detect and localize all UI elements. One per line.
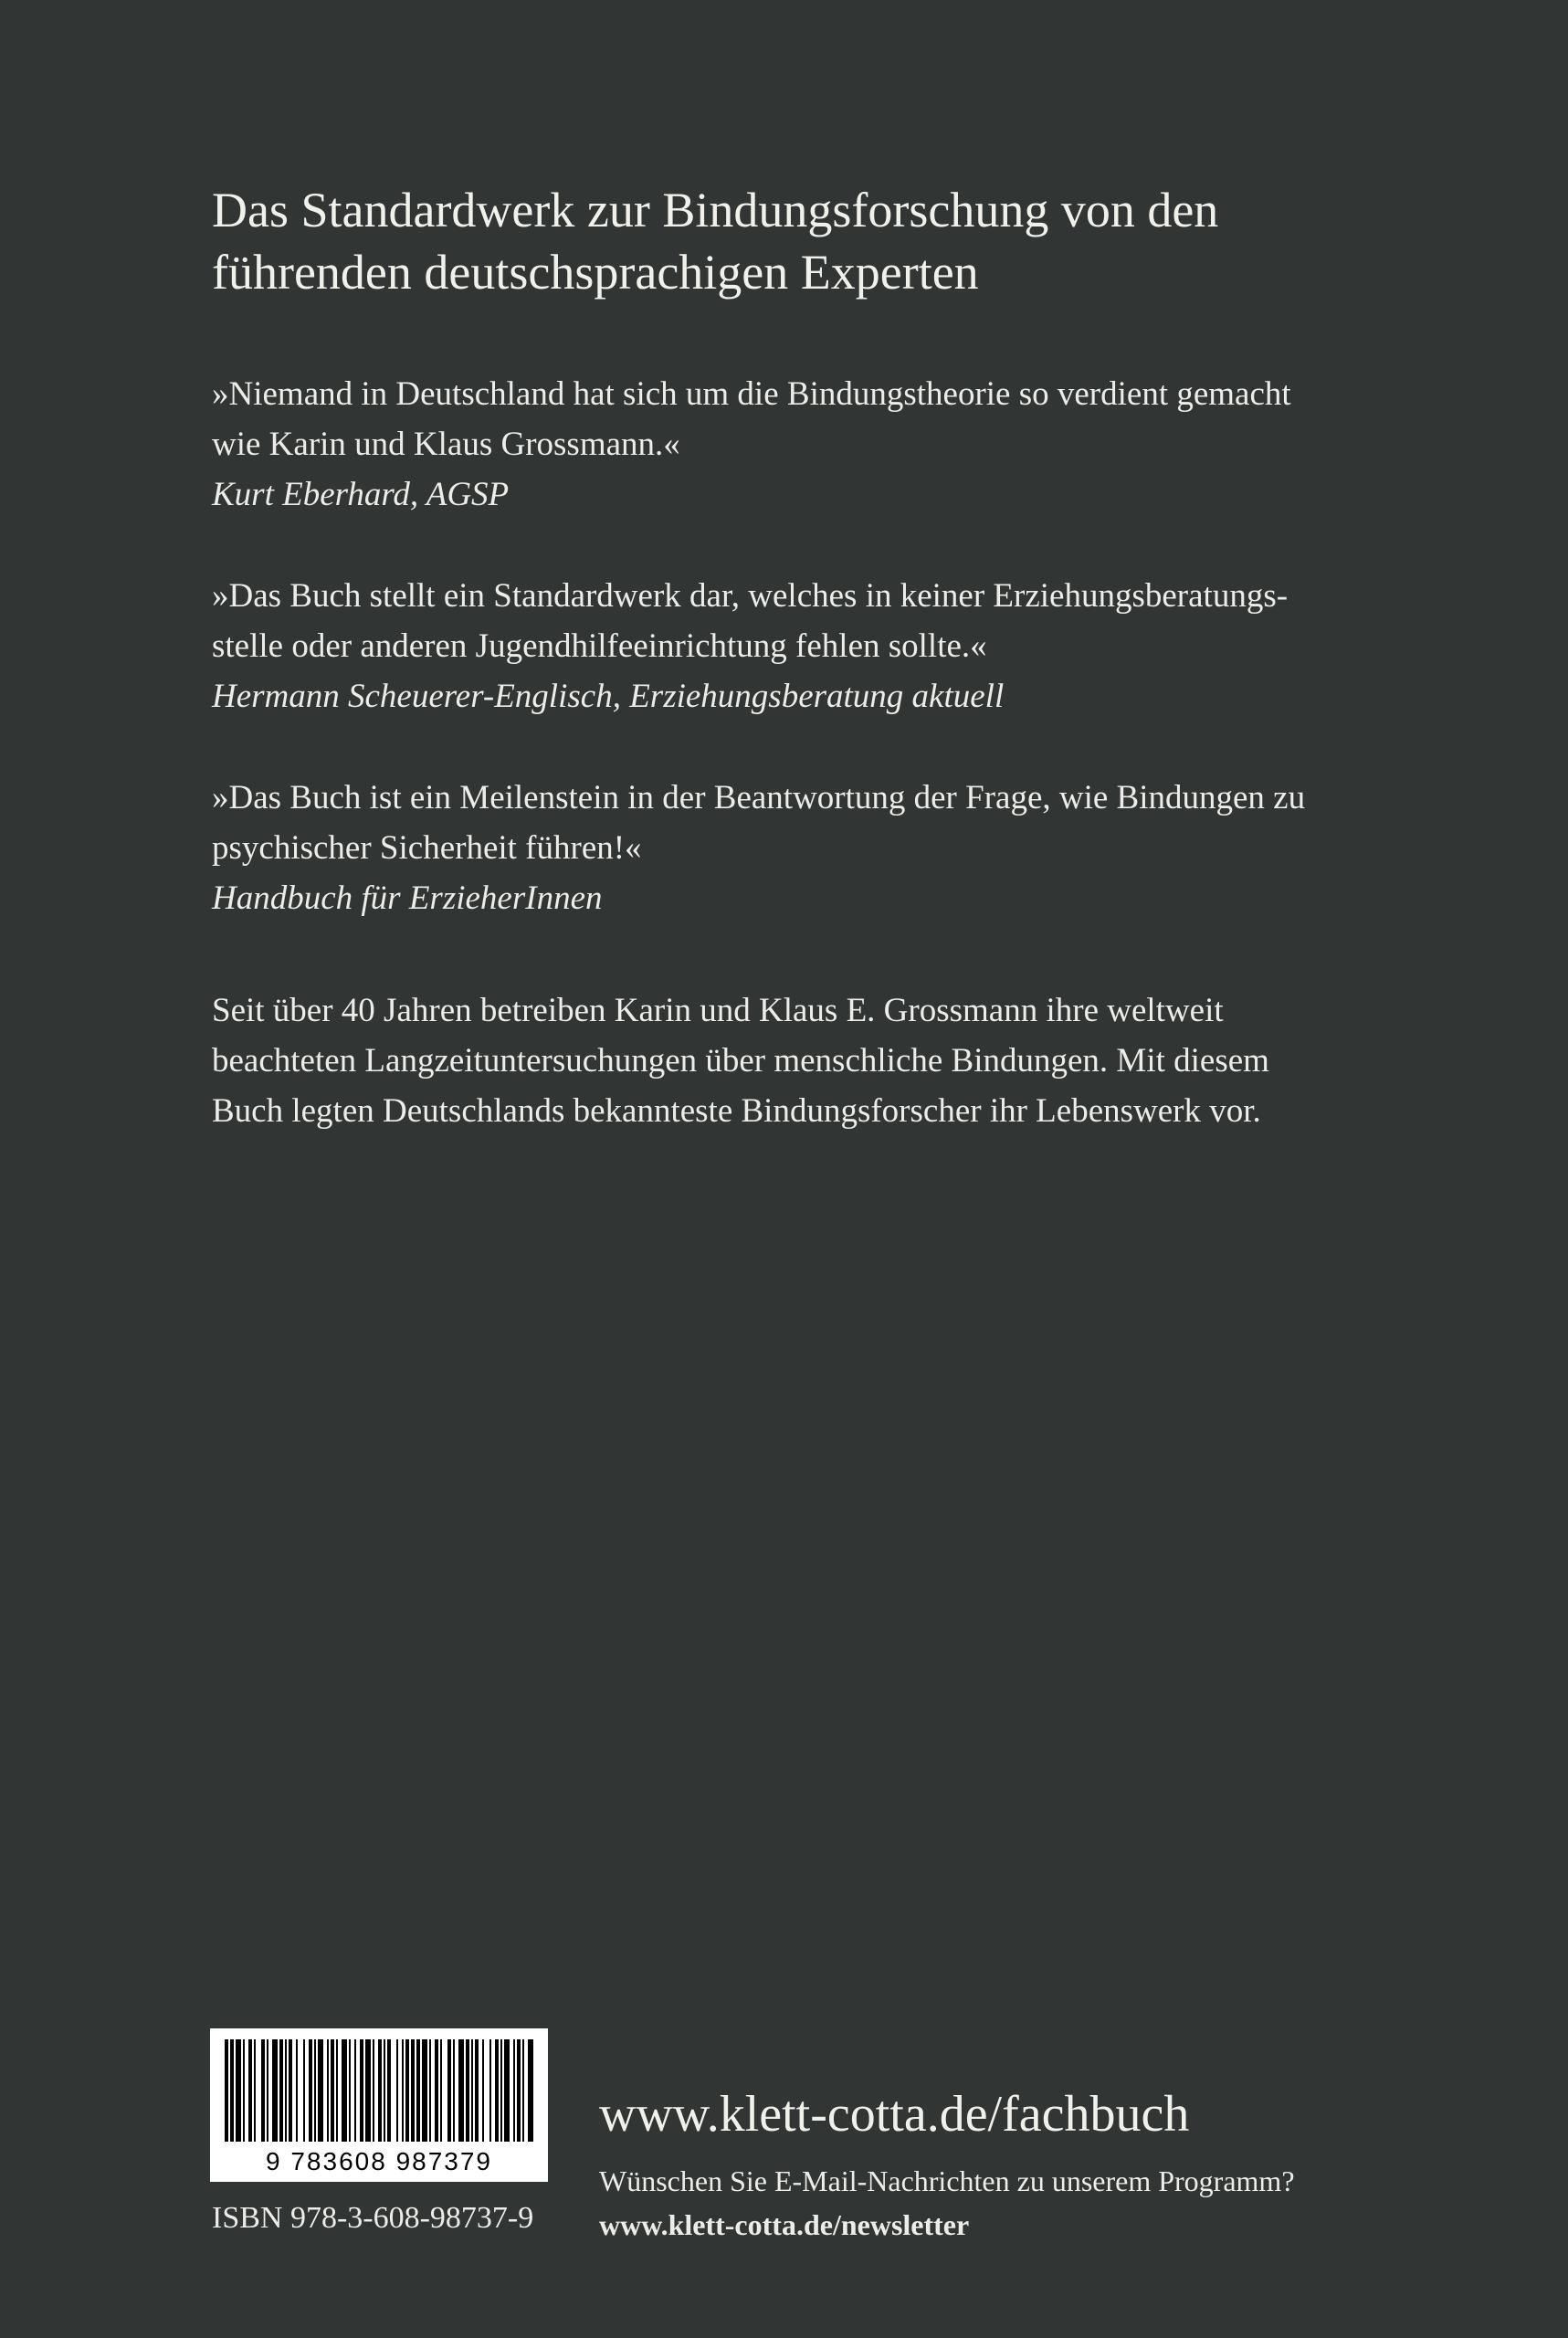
barcode-bar <box>230 2039 234 2142</box>
barcode-bar <box>327 2039 329 2142</box>
barcode-bar <box>504 2039 510 2142</box>
quote-2 <box>212 571 1426 721</box>
barcode-bar <box>342 2039 347 2142</box>
about-line: beachteten Langzeituntersuchungen über menschliche Bindungen. Mit diesem <box>212 1042 1269 1079</box>
barcode-bar <box>279 2039 283 2142</box>
barcode-bar <box>471 2039 473 2142</box>
barcode-bar <box>285 2039 287 2142</box>
newsletter-question: Wünschen Sie E-Mail-Nachrichten zu unserem Programm? <box>599 2164 1295 2197</box>
newsletter-link[interactable]: www.klett-cotta.de/newsletter <box>599 2208 970 2241</box>
barcode-bar <box>489 2039 491 2142</box>
barcode-bar <box>411 2039 415 2142</box>
quote-line: psychischer Sicherheit führen!« <box>212 829 642 867</box>
barcode-bar <box>331 2039 334 2142</box>
quote-1 <box>212 369 1426 520</box>
barcode-bar <box>384 2039 385 2142</box>
about-text <box>212 985 1426 1136</box>
quote-line: »Das Buch stellt ein Standardwerk dar, welches in keiner Erziehungsberatungs- <box>212 577 1289 615</box>
quote-line: stelle oder anderen Jugendhilfeeinrichtung fehlen sollte.« <box>212 627 987 665</box>
barcode-bar <box>349 2039 351 2142</box>
about-line: Buch legten Deutschlands bekannteste Bindungsforscher ihr Lebenswerk vor. <box>212 1092 1261 1130</box>
quote-source: Kurt Eberhard, AGSP <box>212 476 510 513</box>
barcode-bar <box>440 2039 442 2142</box>
barcode-bar <box>416 2039 420 2142</box>
quote-line: wie Karin und Klaus Grossmann.« <box>212 426 680 463</box>
headline-line: Das Standardwerk zur Bindungsforschung von den <box>212 183 1219 237</box>
barcode-bar <box>429 2039 431 2142</box>
barcode-bar <box>453 2039 455 2142</box>
barcode-bar <box>447 2039 451 2142</box>
barcode-bar <box>435 2039 438 2142</box>
barcode-bar <box>261 2039 265 2142</box>
barcode-bars <box>223 2039 535 2142</box>
barcode-bar <box>309 2039 312 2142</box>
barcode-bar <box>289 2039 292 2142</box>
barcode-bar <box>248 2039 252 2142</box>
barcode-bar <box>365 2039 371 2142</box>
barcode-bar <box>475 2039 479 2142</box>
barcode-bar <box>267 2039 268 2142</box>
headline <box>212 179 1399 303</box>
quote-line: »Niemand in Deutschland hat sich um die Bindungstheorie so verdient gemacht <box>212 375 1291 413</box>
barcode-bar <box>373 2039 374 2142</box>
barcode-bar <box>387 2039 391 2142</box>
barcode-bar <box>354 2039 356 2142</box>
barcode-bar <box>513 2039 515 2142</box>
barcode-bar <box>517 2039 521 2142</box>
website-link[interactable]: www.klett-cotta.de/fachbuch <box>599 2086 1190 2143</box>
headline-line: führenden deutschsprachigen Experten <box>212 245 979 300</box>
barcode-bar <box>272 2039 278 2142</box>
barcode-bar <box>236 2039 241 2142</box>
barcode-bar <box>360 2039 363 2142</box>
barcode-bar <box>243 2039 245 2142</box>
barcode-bar <box>296 2039 298 2142</box>
barcode-bar <box>495 2039 499 2142</box>
barcode-bar <box>466 2039 469 2142</box>
barcode-bar <box>500 2039 502 2142</box>
quote-3 <box>212 773 1426 923</box>
barcode-bar <box>314 2039 316 2142</box>
barcode-bar <box>422 2039 427 2142</box>
barcode-bar <box>396 2039 398 2142</box>
barcode-bar <box>303 2039 305 2142</box>
barcode-bar <box>528 2039 533 2142</box>
quote-source: Hermann Scheuerer-Englisch, Erziehungsberatung aktuell <box>212 678 1005 715</box>
barcode <box>210 2028 548 2182</box>
barcode-bar <box>318 2039 323 2142</box>
isbn: ISBN 978-3-608-98737-9 <box>212 2201 534 2235</box>
about-line: Seit über 40 Jahren betreiben Karin und Klaus E. Grossmann ihre weltweit <box>212 992 1224 1029</box>
barcode-bar <box>482 2039 484 2142</box>
barcode-bar <box>225 2039 228 2142</box>
quote-source: Handbuch für ErzieherInnen <box>212 879 603 917</box>
barcode-bar <box>458 2039 464 2142</box>
barcode-digits: 9 783608 987379 <box>266 2147 492 2175</box>
barcode-bar <box>336 2039 338 2142</box>
barcode-bar <box>254 2039 256 2142</box>
barcode-bar <box>405 2039 409 2142</box>
quote-line: »Das Buch ist ein Meilenstein in der Beantwortung der Frage, wie Bindungen zu <box>212 779 1306 816</box>
barcode-bar <box>522 2039 524 2142</box>
barcode-bar <box>378 2039 382 2142</box>
barcode-bar <box>402 2039 404 2142</box>
